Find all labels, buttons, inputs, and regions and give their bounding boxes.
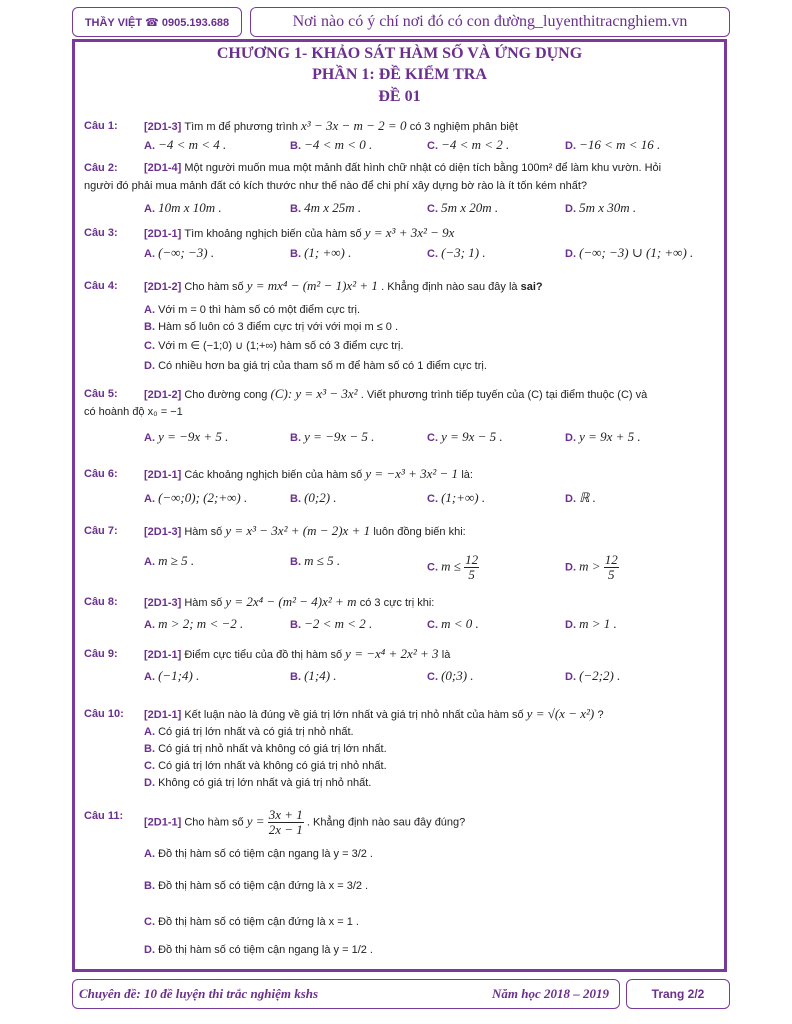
question-stem: Hàm số	[184, 597, 226, 609]
question-formula: y = x³ − 3x² + (m − 2)x + 1	[225, 523, 374, 538]
option-text: Hàm số luôn có 3 điểm cực trị với với mọi m ≤ 0 .	[158, 321, 399, 333]
question-text	[144, 386, 724, 403]
question-number: Câu 1:	[84, 120, 118, 132]
question-formula: (C): y = x³ − 3x²	[270, 386, 361, 401]
question-stem: Kết luận nào là đúng về giá trị lớn nhất và giá trị nhỏ nhất của hàm số	[184, 709, 527, 721]
option-letter: C.	[427, 671, 442, 683]
option-fraction-num: 12	[604, 552, 618, 567]
question-number: Câu 7:	[84, 525, 118, 537]
option-text: Đồ thị hàm số có tiệm cận đứng là x = 3/2 .	[158, 880, 369, 892]
question-stem: Các khoảng nghịch biến của hàm số	[184, 469, 366, 481]
answer-option-d[interactable]	[565, 245, 693, 262]
question-tail: . Viết phương trình tiếp tuyến của (C) tại điểm thuộc (C) và	[360, 389, 648, 401]
answer-option-b[interactable]	[290, 429, 374, 446]
option-letter: B.	[290, 493, 305, 505]
answer-option-a[interactable]	[144, 616, 243, 633]
option-fraction	[604, 553, 619, 582]
answer-option-b[interactable]	[290, 137, 372, 154]
chapter-title: CHƯƠNG 1- KHẢO SÁT HÀM SỐ VÀ ỨNG DỤNG	[216, 45, 583, 62]
question-text	[144, 225, 724, 242]
answer-option-a[interactable]	[144, 245, 214, 262]
answer-option-a[interactable]	[144, 200, 222, 217]
question-number: Câu 2:	[84, 162, 118, 174]
option-letter: C.	[427, 619, 442, 631]
option-letter: A.	[144, 432, 159, 444]
option-value: −4 < m < 0 .	[304, 137, 373, 152]
question-number: Câu 5:	[84, 388, 118, 400]
footer-topic: Chuyên đề: 10 đề luyện thi trắc nghiệm kshs	[79, 986, 319, 1001]
option-value: (1;+∞) .	[441, 490, 486, 505]
option-letter: A.	[144, 493, 159, 505]
option-letter: B.	[290, 140, 305, 152]
question-tag: [2D1-1]	[144, 469, 185, 481]
option-letter: C.	[427, 140, 442, 152]
option-letter: D.	[144, 777, 159, 789]
option-value: (0;3) .	[441, 668, 474, 683]
option-fraction-num: 12	[465, 552, 479, 567]
option-value: 5m x 30m .	[579, 200, 637, 215]
answer-option-b[interactable]	[144, 741, 724, 757]
question-tag: [2D1-2]	[144, 389, 185, 401]
answer-option-d[interactable]	[565, 490, 596, 507]
answer-option-c[interactable]	[427, 137, 509, 154]
answer-option-c[interactable]	[427, 616, 479, 633]
question-tag: [2D1-3]	[144, 121, 185, 133]
question-formula: y = mx⁴ − (m² − 1)x² + 1	[246, 278, 382, 293]
option-value: m < 0 .	[441, 616, 479, 631]
option-letter: D.	[565, 671, 580, 683]
option-letter: B.	[144, 743, 159, 755]
question-fraction-num: 3x + 1	[268, 807, 303, 822]
option-text: Có nhiều hơn ba giá trị của tham số m để hàm số có 1 điểm cực trị.	[158, 360, 487, 372]
option-letter: D.	[565, 203, 580, 215]
option-text: Với m ∈ (−1;0) ∪ (1;+∞) hàm số có 3 điểm cực trị.	[158, 340, 404, 352]
option-letter: C.	[427, 493, 442, 505]
question-text	[144, 594, 724, 611]
question-emphasis: sai?	[520, 281, 543, 293]
answer-option-c[interactable]	[427, 245, 486, 262]
option-letter: D.	[144, 360, 159, 372]
question-text	[144, 466, 724, 483]
option-letter: C.	[427, 203, 442, 215]
header-contact: THẦY VIỆT ☎ 0905.193.688	[72, 7, 242, 37]
option-letter: A.	[144, 203, 159, 215]
question-text-continued: người đó phải mua mảnh đất có kích thước như thế nào để chi phí xây dựng bờ rào là ít tốn kém nhất?	[84, 180, 587, 192]
question-stem: Một người muốn mua một mảnh đất hình chữ nhật có diện tích bằng 100m² để làm khu vườn. Hỏi	[184, 162, 662, 174]
question-number: Câu 8:	[84, 596, 118, 608]
question-formula: y = x³ + 3x² − 9x	[364, 225, 455, 240]
question-text	[144, 646, 724, 663]
question-tail: luôn đồng biến khi:	[373, 526, 466, 538]
option-value: y = 9x − 5 .	[441, 429, 503, 444]
answer-option-a[interactable]	[144, 553, 194, 570]
option-value: m > 2; m < −2 .	[158, 616, 244, 631]
question-tag: [2D1-1]	[144, 228, 185, 240]
option-letter: A.	[144, 304, 159, 316]
answer-option-c[interactable]	[144, 914, 724, 930]
option-letter: D.	[565, 432, 580, 444]
option-letter: B.	[290, 432, 305, 444]
answer-option-c[interactable]	[427, 200, 498, 217]
answer-option-d[interactable]	[565, 429, 641, 446]
option-letter: C.	[144, 916, 159, 928]
answer-option-b[interactable]	[290, 490, 337, 507]
option-letter: B.	[144, 880, 159, 892]
option-value: ℝ .	[579, 490, 596, 505]
option-value: −16 < m < 16 .	[579, 137, 661, 152]
option-letter: B.	[144, 321, 159, 333]
question-tag: [2D1-1]	[144, 709, 185, 721]
option-letter: D.	[565, 493, 580, 505]
question-stem: Cho hàm số	[184, 816, 247, 829]
option-letter: C.	[427, 432, 442, 444]
option-value: (−∞; −3) ∪ (1; +∞) .	[579, 245, 694, 260]
question-stem: Điểm cực tiểu của đồ thị hàm số	[184, 649, 346, 661]
option-letter: A.	[144, 248, 159, 260]
question-tail: . Khẳng định nào sau đây đúng?	[303, 816, 466, 829]
answer-option-a[interactable]	[144, 302, 724, 318]
option-letter: D.	[565, 561, 580, 574]
option-fraction-den: 5	[607, 567, 615, 582]
option-value: 10m x 10m .	[158, 200, 222, 215]
option-text: Đồ thị hàm số có tiệm cận ngang là y = 3/2 .	[158, 848, 373, 860]
option-letter: C.	[427, 561, 442, 574]
option-value: (1; +∞) .	[304, 245, 352, 260]
option-text: Không có giá trị lớn nhất và giá trị nhỏ nhất.	[158, 777, 372, 789]
question-tail: là	[441, 649, 451, 661]
option-letter: A.	[144, 556, 159, 568]
option-value: m >	[579, 558, 604, 574]
option-value: m ≤	[441, 558, 465, 574]
header-slogan: Nơi nào có ý chí nơi đó có con đường_luyenthitracnghiem.vn	[250, 7, 730, 37]
question-formula: y = 2x⁴ − (m² − 4)x² + m	[225, 594, 360, 609]
option-value: (0;2) .	[304, 490, 337, 505]
option-text: Có giá trị nhỏ nhất và không có giá trị lớn nhất.	[158, 743, 387, 755]
option-value: m > 1 .	[579, 616, 617, 631]
option-value: −4 < m < 2 .	[441, 137, 510, 152]
option-value: (−2;2) .	[579, 668, 621, 683]
question-tag: [2D1-1]	[144, 649, 185, 661]
option-letter: B.	[290, 203, 305, 215]
question-text	[144, 523, 724, 540]
option-letter: C.	[144, 340, 159, 352]
question-tail: ?	[597, 709, 604, 721]
option-value: y = −9x + 5 .	[158, 429, 229, 444]
question-number: Câu 3:	[84, 227, 118, 239]
answer-option-a[interactable]	[144, 490, 247, 507]
answer-option-c[interactable]	[144, 338, 724, 354]
option-fraction	[464, 553, 479, 582]
answer-option-b[interactable]	[290, 668, 337, 685]
question-text	[144, 160, 724, 176]
question-stem: Tìm khoảng nghịch biến của hàm số	[184, 228, 365, 240]
answer-option-b[interactable]	[144, 878, 724, 894]
option-letter: A.	[144, 140, 159, 152]
question-tail: có 3 nghiệm phân biệt	[409, 121, 518, 133]
question-formula: y = √(x − x²)	[526, 706, 598, 721]
question-tag: [2D1-3]	[144, 526, 185, 538]
question-tail: . Khẳng định nào sau đây là	[381, 281, 521, 293]
test-title: ĐỀ 01	[378, 88, 421, 105]
answer-option-c[interactable]	[427, 429, 503, 446]
question-formula: y = −x⁴ + 2x² + 3	[345, 646, 442, 661]
option-letter: C.	[144, 760, 159, 772]
question-text	[144, 278, 724, 295]
answer-option-b[interactable]	[290, 245, 351, 262]
option-fraction-den: 5	[468, 567, 475, 582]
question-stem: Hàm số	[184, 526, 226, 538]
question-formula: y =	[246, 813, 268, 829]
answer-option-a[interactable]	[144, 846, 724, 862]
option-value: −2 < m < 2 .	[304, 616, 373, 631]
option-value: (−3; 1) .	[441, 245, 486, 260]
option-letter: A.	[144, 848, 159, 860]
option-letter: A.	[144, 671, 159, 683]
question-number: Câu 6:	[84, 468, 118, 480]
answer-option-d[interactable]	[565, 137, 660, 154]
answer-option-d[interactable]	[144, 775, 724, 791]
option-value: m ≥ 5 .	[158, 553, 195, 568]
answer-option-c[interactable]	[144, 758, 724, 774]
answer-option-b[interactable]	[144, 319, 724, 335]
answer-option-d[interactable]	[565, 616, 617, 633]
option-value: (1;4) .	[304, 668, 337, 683]
answer-option-d[interactable]	[565, 668, 620, 685]
answer-option-b[interactable]	[290, 616, 372, 633]
question-text-continued: có hoành độ x₀ = −1	[84, 406, 183, 418]
question-stem: Tìm m để phương trình	[184, 121, 302, 133]
question-fraction-den: 2x − 1	[268, 822, 303, 837]
option-letter: C.	[427, 248, 442, 260]
answer-option-a[interactable]	[144, 724, 724, 740]
question-formula: y = −x³ + 3x² − 1	[365, 466, 462, 481]
option-text: Có giá trị lớn nhất và có giá trị nhỏ nhất.	[158, 726, 354, 738]
answer-option-d[interactable]	[565, 553, 619, 582]
question-text	[144, 808, 724, 837]
option-letter: A.	[144, 619, 159, 631]
footer-year: Năm học 2018 – 2019	[492, 986, 609, 1001]
question-text	[144, 118, 724, 135]
option-letter: B.	[290, 556, 305, 568]
question-number: Câu 9:	[84, 648, 118, 660]
option-value: (−1;4) .	[158, 668, 200, 683]
question-stem: Cho đường cong	[184, 389, 271, 401]
answer-option-a[interactable]	[144, 429, 228, 446]
question-formula: x³ − 3x − m − 2 = 0	[301, 118, 410, 133]
option-letter: B.	[290, 248, 305, 260]
footer-page: Trang 2/2	[626, 979, 730, 1009]
question-number: Câu 11:	[84, 810, 124, 822]
question-number: Câu 4:	[84, 280, 118, 292]
option-value: m ≤ 5 .	[304, 553, 341, 568]
answer-option-c[interactable]	[427, 490, 485, 507]
option-letter: D.	[565, 619, 580, 631]
option-value: y = −9x − 5 .	[304, 429, 375, 444]
answer-option-d[interactable]	[144, 358, 724, 374]
option-letter: D.	[565, 248, 580, 260]
question-text	[144, 706, 724, 723]
answer-option-b[interactable]	[290, 200, 361, 217]
question-tag: [2D1-1]	[144, 816, 185, 829]
answer-option-a[interactable]	[144, 668, 199, 685]
option-text: Đồ thị hàm số có tiệm cận đứng là x = 1 .	[158, 916, 359, 928]
question-tag: [2D1-3]	[144, 597, 185, 609]
option-letter: D.	[565, 140, 580, 152]
option-text: Với m = 0 thì hàm số có một điểm cực trị.	[158, 304, 361, 316]
option-value: (−∞; −3) .	[158, 245, 215, 260]
question-tag: [2D1-2]	[144, 281, 185, 293]
option-text: Đồ thị hàm số có tiệm cận ngang là y = 1/2 .	[158, 944, 373, 956]
part-title: PHẦN 1: ĐỀ KIỂM TRA	[312, 66, 487, 83]
question-tag: [2D1-4]	[144, 162, 185, 174]
option-letter: A.	[144, 726, 159, 738]
question-number: Câu 10:	[84, 708, 124, 720]
option-value: −4 < m < 4 .	[158, 137, 227, 152]
option-value: 5m x 20m .	[441, 200, 499, 215]
question-fraction	[268, 808, 304, 837]
question-tail: là:	[461, 469, 473, 481]
footer-left	[72, 979, 620, 1009]
answer-option-d[interactable]	[565, 200, 636, 217]
option-text: Có giá trị lớn nhất và không có giá trị nhỏ nhất.	[158, 760, 387, 772]
option-letter: D.	[144, 944, 159, 956]
option-letter: B.	[290, 619, 305, 631]
answer-option-b[interactable]	[290, 553, 340, 570]
question-tail: có 3 cực trị khi:	[359, 597, 435, 609]
option-value: y = 9x + 5 .	[579, 429, 641, 444]
option-letter: B.	[290, 671, 305, 683]
answer-option-c[interactable]	[427, 668, 474, 685]
answer-option-c[interactable]	[427, 553, 479, 582]
answer-option-d[interactable]	[144, 942, 724, 958]
option-value: (−∞;0); (2;+∞) .	[158, 490, 248, 505]
answer-option-a[interactable]	[144, 137, 226, 154]
option-value: 4m x 25m .	[304, 200, 362, 215]
question-stem: Cho hàm số	[184, 281, 247, 293]
